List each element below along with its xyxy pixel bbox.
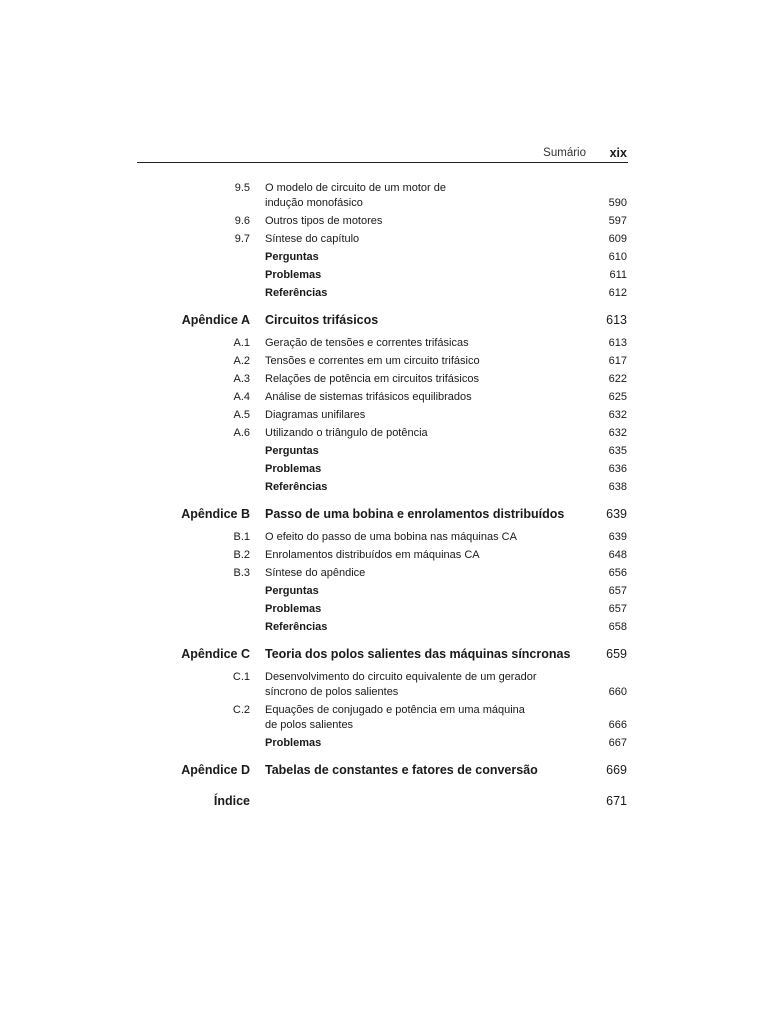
toc-entry-page: 612: [608, 287, 627, 299]
toc-entry-page: 639: [608, 531, 627, 543]
toc-entry-title: Problemas: [265, 737, 322, 749]
toc-entry-page: 625: [608, 391, 627, 403]
toc-entry-page: 669: [606, 763, 627, 777]
toc-entry-title: Síntese do apêndice: [265, 567, 366, 579]
toc-entry-title: Teoria dos polos salientes das máquinas síncronas: [265, 647, 571, 661]
toc-entry-number: Apêndice D: [181, 763, 250, 777]
toc-entry-title: O modelo de circuito de um motor de indução monofásico: [265, 182, 446, 209]
toc-entry-number: B.1: [233, 531, 250, 543]
toc-entry-title: Utilizando o triângulo de potência: [265, 427, 428, 439]
toc-entry-title: Referências: [265, 287, 328, 299]
toc-entry-title: Referências: [265, 621, 328, 633]
toc-entry-title: Outros tipos de motores: [265, 215, 383, 227]
toc-entry-page: 635: [608, 445, 627, 457]
toc-entry-page: 660: [608, 686, 627, 698]
toc-entry-title: Diagramas unifilares: [265, 409, 366, 421]
toc-entry-page: 657: [608, 585, 627, 597]
toc-entry-number: 9.7: [234, 233, 250, 245]
toc-entry-title: O efeito do passo de uma bobina nas máquinas CA: [265, 531, 517, 543]
toc-entry-title: Enrolamentos distribuídos em máquinas CA: [265, 549, 480, 561]
toc-entry-title: Problemas: [265, 603, 322, 615]
toc-entry-title: Referências: [265, 481, 328, 493]
toc-entry-page: 639: [606, 507, 627, 521]
toc-entry-title: Perguntas: [265, 585, 319, 597]
toc-entry-page: 657: [608, 603, 627, 615]
toc-entry-page: 609: [608, 233, 627, 245]
toc-entry-number: A.1: [233, 337, 250, 349]
toc-entry-number: A.3: [233, 373, 250, 385]
toc-entry-page: 656: [608, 567, 627, 579]
toc-entry-number: C.1: [232, 671, 250, 683]
toc-entry-number: B.3: [233, 567, 250, 579]
toc-entry-number: Apêndice B: [181, 507, 250, 521]
toc-entry-title: Perguntas: [265, 251, 319, 263]
toc-entry-page: 622: [608, 373, 627, 385]
toc-entry-number: Apêndice A: [181, 313, 250, 327]
toc-entry-number: Índice: [213, 794, 250, 808]
toc-entry-page: 597: [608, 215, 627, 227]
toc-entry-number: A.2: [233, 355, 250, 367]
toc-entry-title: Relações de potência em circuitos trifásicos: [265, 373, 479, 385]
toc-entry-title: Perguntas: [265, 445, 319, 457]
toc-entry-title: Problemas: [265, 463, 322, 475]
toc-entry-number: 9.6: [234, 215, 250, 227]
toc-entry-title: Tensões e correntes em um circuito trifásico: [265, 355, 480, 367]
toc-entry-page: 671: [606, 794, 627, 808]
toc-entry-page: 667: [608, 737, 627, 749]
toc-entry-number: Apêndice C: [181, 647, 250, 661]
toc-entry-title: Análise de sistemas trifásicos equilibrados: [265, 391, 472, 403]
running-head: [137, 146, 628, 163]
toc-entry-title: Equações de conjugado e potência em uma máquina de polos salientes: [265, 704, 525, 731]
toc-entry-page: 632: [608, 409, 627, 421]
toc-entry-page: 632: [608, 427, 627, 439]
toc-entry-title: Passo de uma bobina e enrolamentos distribuídos: [265, 507, 565, 521]
running-head-section: Sumário: [543, 147, 586, 159]
toc-entry-number: A.4: [233, 391, 250, 403]
toc-entry-page: 658: [608, 621, 627, 633]
toc-entry-title: Síntese do capítulo: [265, 233, 360, 245]
toc-entry-title: Tabelas de constantes e fatores de conversão: [265, 763, 538, 777]
toc-entry-page: 659: [606, 647, 627, 661]
toc-entry-page: 666: [608, 719, 627, 731]
toc-entry-page: 590: [608, 197, 627, 209]
toc-entry-page: 613: [608, 337, 627, 349]
toc-entry-page: 648: [608, 549, 627, 561]
toc-entry-number: B.2: [233, 549, 250, 561]
toc-entry-title: Geração de tensões e correntes trifásicas: [265, 337, 469, 349]
toc-entry-number: A.6: [233, 427, 250, 439]
toc-entry-page: 617: [608, 355, 627, 367]
toc-entry-page: 613: [606, 313, 627, 327]
toc-entry-page: 611: [609, 269, 627, 281]
running-head-page-number: xix: [609, 146, 627, 160]
toc-entry-number: C.2: [232, 704, 250, 716]
toc-entry-number: 9.5: [234, 182, 250, 194]
toc-entry-number: A.5: [233, 409, 250, 421]
toc-entry-page: 638: [608, 481, 627, 493]
toc-entry-title: Problemas: [265, 269, 322, 281]
toc-entry-page: 610: [608, 251, 627, 263]
toc-entry-title: Circuitos trifásicos: [265, 313, 379, 327]
toc-entry-page: 636: [608, 463, 627, 475]
toc-entry-title: Desenvolvimento do circuito equivalente de um gerador síncrono de polos salientes: [265, 671, 537, 698]
